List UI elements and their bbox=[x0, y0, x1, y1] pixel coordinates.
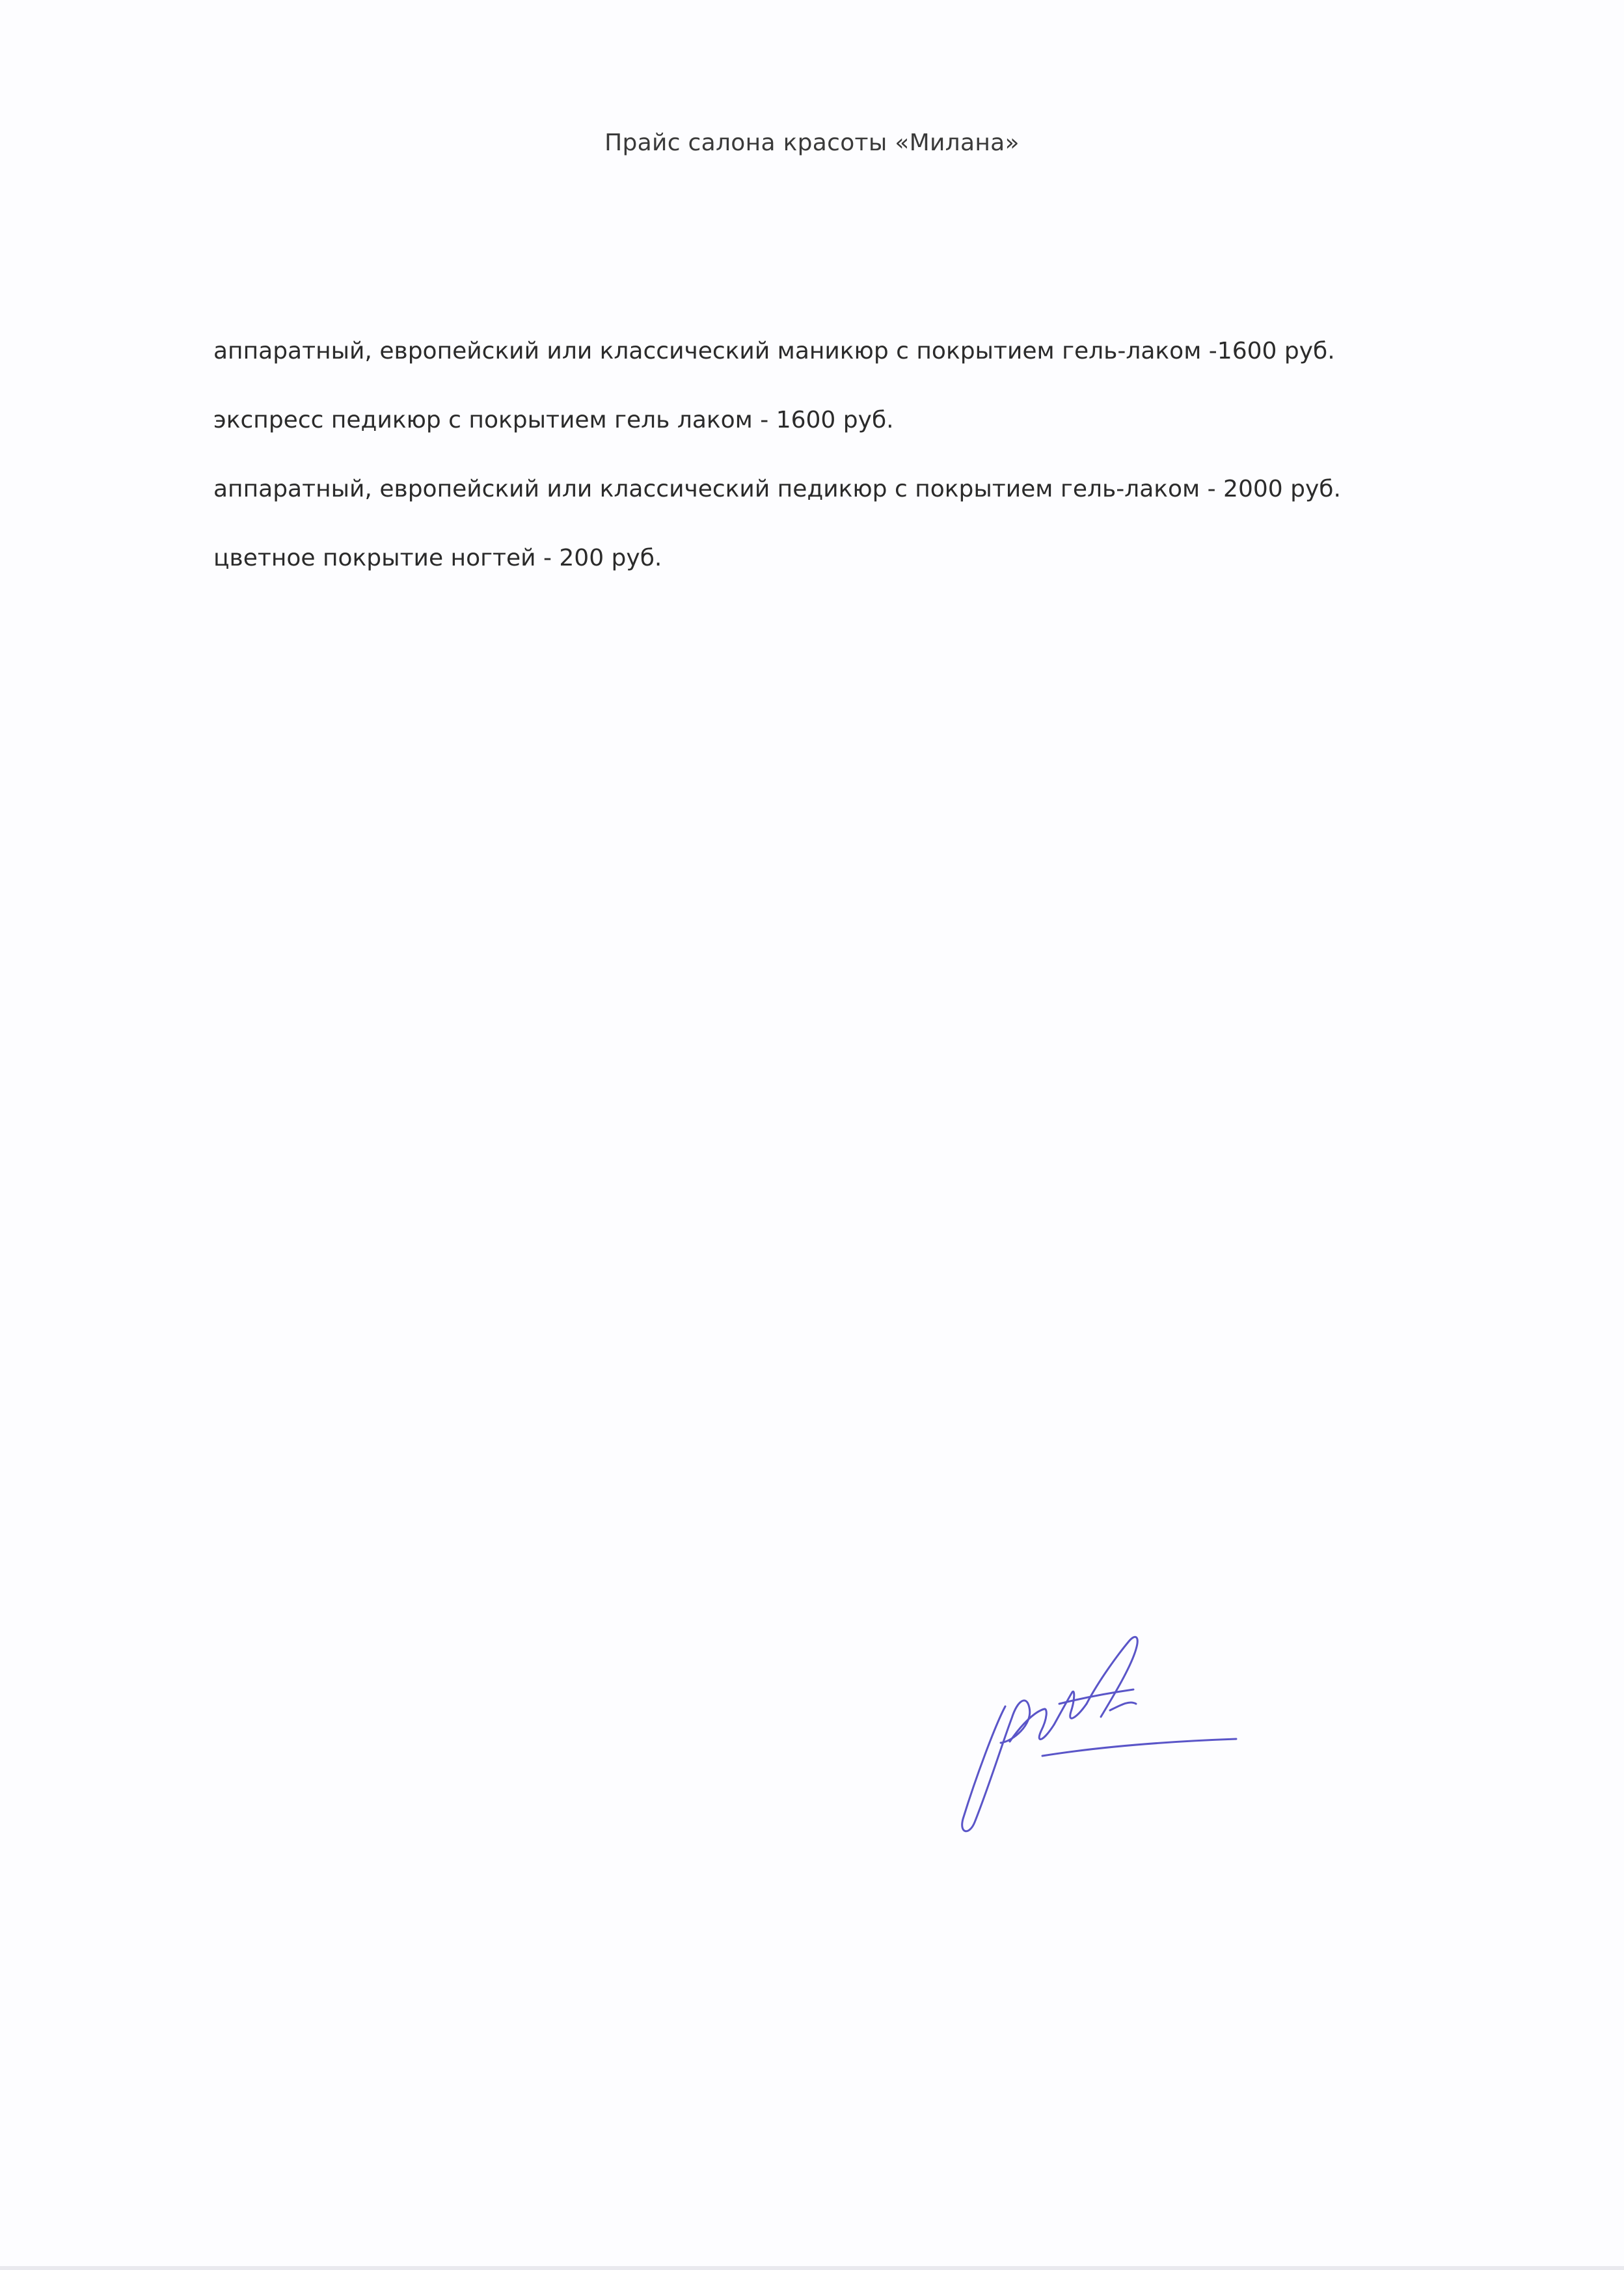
scan-bottom-edge bbox=[0, 2266, 1624, 2270]
price-item-color-coating: цветное покрытие ногтей - 200 руб. bbox=[213, 545, 662, 571]
price-item-pedicure: аппаратный, европейский или классический педикюр с покрытием гель-лаком - 2000 руб. bbox=[213, 476, 1341, 502]
price-list bbox=[213, 336, 1450, 612]
price-item-express-pedicure: экспресс педикюр с покрытием гель лаком - 1600 руб. bbox=[213, 407, 894, 433]
handwritten-signature bbox=[950, 1627, 1249, 1842]
document-title: Прайс салона красоты «Милана» bbox=[604, 130, 1020, 156]
price-item-manicure: аппаратный, европейский или классический маникюр с покрытием гель-лаком -1600 руб. bbox=[213, 338, 1335, 364]
